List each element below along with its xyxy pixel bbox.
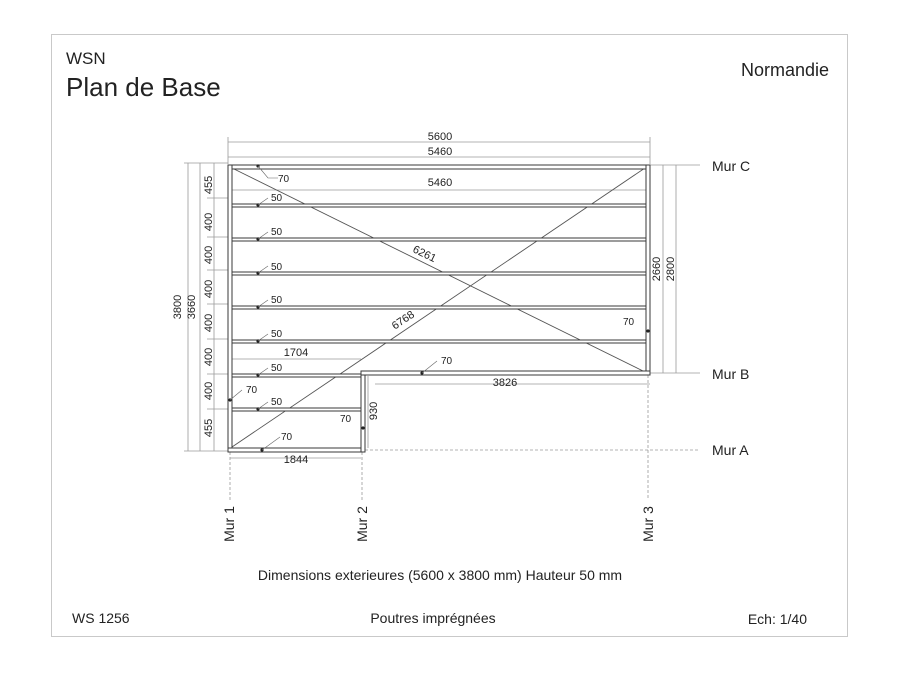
dim-bottom-width: 1844 <box>283 454 309 466</box>
material-note: Poutres imprégnées <box>370 610 496 626</box>
spacing-1: 455 <box>203 175 215 195</box>
dim-right-outer-height: 2800 <box>665 256 677 282</box>
section-joist-4: 50 <box>271 295 283 306</box>
spacing-6: 400 <box>203 347 215 367</box>
wall-label-mur-a: Mur A <box>712 442 749 458</box>
section-joist-6: 50 <box>271 363 283 374</box>
dim-left-outer-height: 3800 <box>172 294 184 320</box>
spacing-2: 400 <box>203 212 215 232</box>
wall-label-mur-c: Mur C <box>712 158 751 174</box>
dimension-labels <box>172 131 677 466</box>
dim-diagonal-1: 6261 <box>410 243 438 266</box>
dim-right-inner-height: 2660 <box>651 256 663 282</box>
spacing-7: 400 <box>203 381 215 401</box>
dim-left-inner-height: 3660 <box>186 294 198 320</box>
section-joist-2: 50 <box>271 227 283 238</box>
frame-beams <box>228 165 650 452</box>
section-top-beam: 70 <box>278 174 290 185</box>
spacing-8: 455 <box>203 418 215 438</box>
dim-notch-depth: 930 <box>368 401 380 421</box>
section-joist-3: 50 <box>271 262 283 273</box>
dim-first-joist-length: 5460 <box>427 177 453 189</box>
spacing-3: 400 <box>203 245 215 265</box>
spacing-4: 400 <box>203 279 215 299</box>
drawing-title: Plan de Base <box>66 72 221 102</box>
section-notch-post: 70 <box>340 414 352 425</box>
wall-label-mur-2: Mur 2 <box>354 506 370 542</box>
section-bottom-beam: 70 <box>281 432 293 443</box>
wall-label-mur-3: Mur 3 <box>640 506 656 542</box>
section-joist-7: 50 <box>271 397 283 408</box>
dim-diagonal-2: 6768 <box>389 308 417 333</box>
scale-label: Ech: 1/40 <box>747 611 807 627</box>
dim-overall-width: 5600 <box>427 131 453 143</box>
region-label: Normandie <box>740 60 829 80</box>
wall-label-mur-1: Mur 1 <box>221 506 237 542</box>
section-joist-5: 50 <box>271 329 283 340</box>
exterior-dimensions-summary: Dimensions exterieures (5600 x 3800 mm) Hauteur 50 mm <box>257 567 623 583</box>
section-left-beam: 70 <box>246 385 258 396</box>
wall-label-mur-b: Mur B <box>712 366 750 382</box>
reference-code: WS 1256 <box>72 610 130 626</box>
dim-inner-width: 5460 <box>427 146 453 158</box>
section-right-beam: 70 <box>623 317 635 328</box>
company-name: WSN <box>66 49 106 68</box>
section-joist-1: 50 <box>271 193 283 204</box>
dim-notch-width: 1704 <box>283 347 309 359</box>
spacing-5: 400 <box>203 313 215 333</box>
dim-notch-right-length: 3826 <box>492 377 518 389</box>
section-notch-beam: 70 <box>441 356 453 367</box>
